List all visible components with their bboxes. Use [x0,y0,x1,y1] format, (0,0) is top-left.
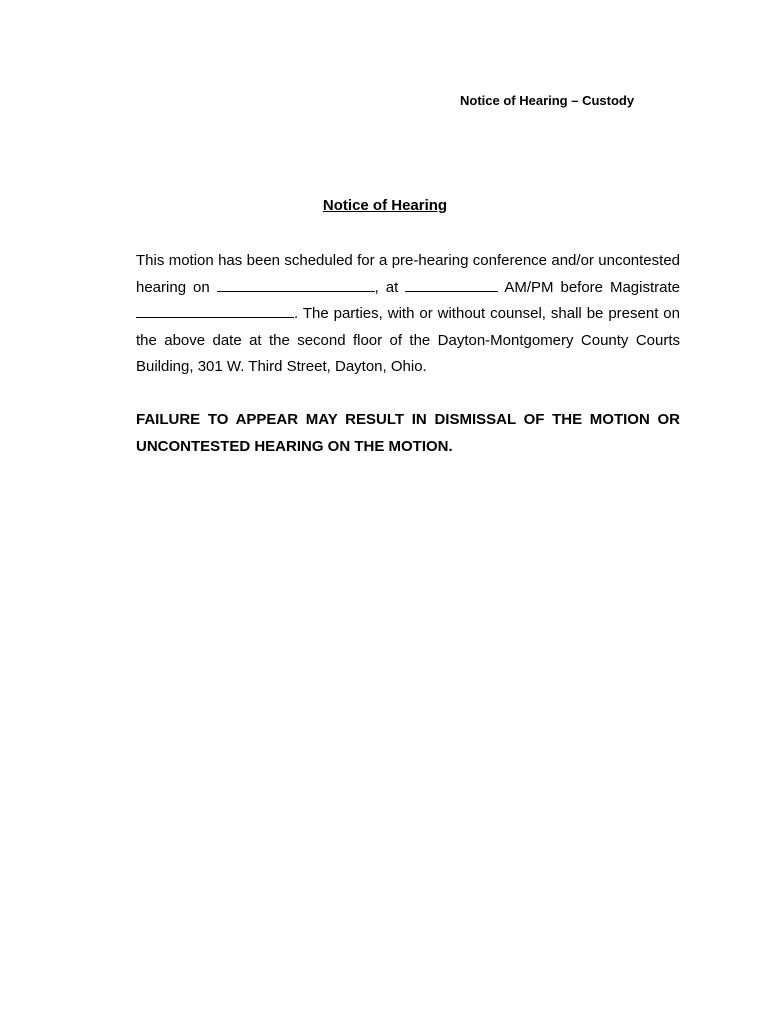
notice-paragraph [136,248,680,381]
notice-text-intro: This motion has been scheduled for a pre-hearing conference and/or uncontested hearing on [136,252,680,296]
notice-text-before-magistrate: AM/PM before Magistrate [498,278,680,296]
failure-to-appear-warning: FAILURE TO APPEAR MAY RESULT IN DISMISSAL OF THE MOTION OR UNCONTESTED HEARING ON THE MOTION. [136,411,680,455]
magistrate-name-blank [136,303,294,318]
hearing-time-blank [405,277,498,292]
notice-text-at: , at [374,278,406,296]
page-header-title: Notice of Hearing – Custody [460,93,635,108]
document-title: Notice of Hearing [322,197,448,214]
hearing-date-blank [217,277,375,292]
notice-text-location: . The parties, with or without counsel, shall be present on the above date at the second floor of the Dayton-Montgomery County Courts Building, 301 W. Third Street, Dayton, Ohio. [136,305,680,375]
